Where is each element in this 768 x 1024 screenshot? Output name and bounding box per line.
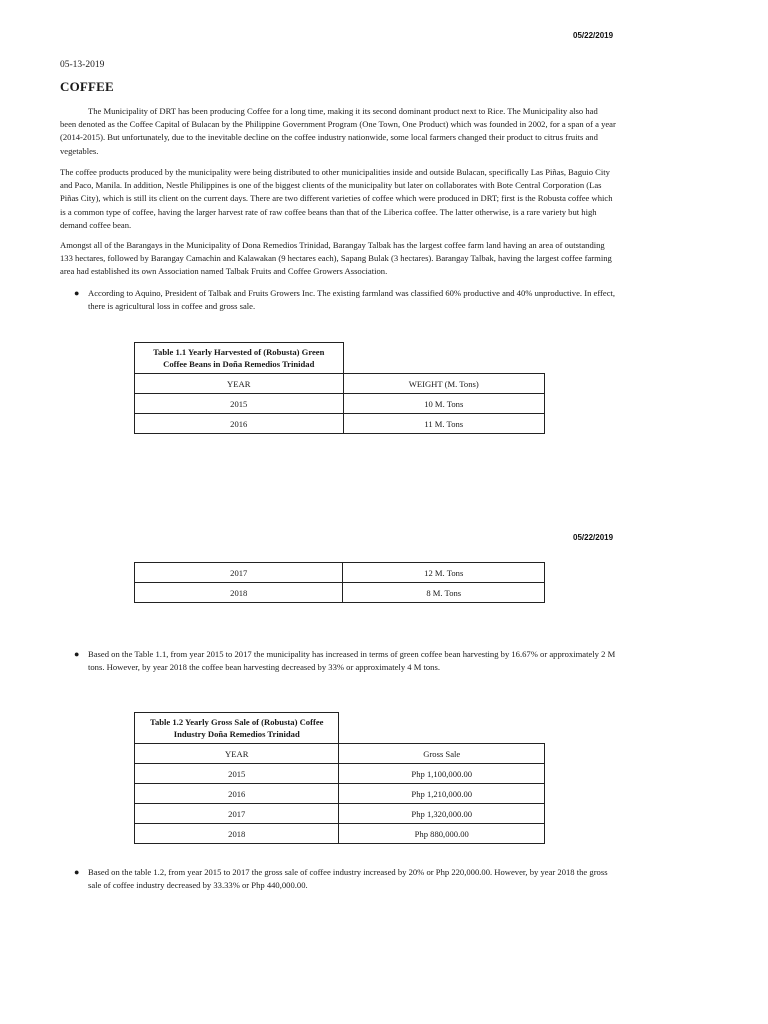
page-date-stamp: 05/22/2019 <box>573 31 614 40</box>
document-date: 05-13-2019 <box>60 60 105 70</box>
page-date-stamp: 05/22/2019 <box>573 533 614 542</box>
bullet-item <box>74 287 616 313</box>
table-gross-sale <box>134 712 545 844</box>
column-header-weight: WEIGHT (M. Tons) <box>343 374 545 394</box>
table-row <box>135 563 545 583</box>
table-row <box>135 804 545 824</box>
cell-year: 2017 <box>135 804 339 824</box>
cell-gross-sale: Php 1,320,000.00 <box>339 804 545 824</box>
table-header-row <box>135 744 545 764</box>
bullet-icon: ● <box>74 867 80 877</box>
column-header-year: YEAR <box>135 374 344 394</box>
table-row <box>135 764 545 784</box>
cell-weight: 12 M. Tons <box>343 563 545 583</box>
column-header-year: YEAR <box>135 744 339 764</box>
bullet-text: Based on the Table 1.1, from year 2015 to 2017 the municipality has increased in terms of green coffee bean harvesting by 16.67% or approximately 2 M tons. However, by year 2018 the coffee bean harvesting decreased by 33% or approximately 4 M tons. <box>88 649 616 672</box>
cell-year: 2016 <box>135 784 339 804</box>
cell-year: 2015 <box>135 394 344 414</box>
bullet-item <box>74 648 616 674</box>
bullet-text: According to Aquino, President of Talbak and Fruits Growers Inc. The existing farmland was classified 60% productive and 40% unproductive. In effect, there is agricultural loss in coffee and gross sale. <box>88 288 616 311</box>
table-harvest-part2 <box>134 562 545 603</box>
cell-weight: 11 M. Tons <box>343 414 545 434</box>
table-row <box>135 414 545 434</box>
cell-year: 2015 <box>135 764 339 784</box>
table-row <box>135 784 545 804</box>
paragraph-barangays: Amongst all of the Barangays in the Municipality of Dona Remedios Trinidad, Barangay Talbak has the largest coffee farm land having an area of outstanding 133 hectares, followed by Barangay Camachin and Kalawakan (9 hectares each), Sapang Bulak (3 hectares). Barangay Talbak, having the largest coffee farming area had established its own Association named Talbak Fruits and Coffee Growers Association. <box>60 240 612 277</box>
paragraph-distribution: The coffee products produced by the municipality were being distributed to other municipalities inside and outside Bulacan, specifically Las Piñas, Baguio City and Paco, Manila. In addition, Nestle Philippines is one of the biggest clients of the municipality but later on collaborates with Bote Central Corporation (Las Piñas City), which is still its client on the current days. There are two different varieties of coffee which were produced in DRT; first is the Robusta coffee which is a common type of coffee, having the larger harvest rate of raw coffee beans than that of the Liberica coffee. The latter otherwise, is a rare variety but high demand coffee bean. <box>60 167 613 230</box>
cell-year: 2018 <box>135 583 343 603</box>
cell-year: 2016 <box>135 414 344 434</box>
bullet-text: Based on the table 1.2, from year 2015 to 2017 the gross sale of coffee industry increased by 20% or Php 220,000.00. However, by year 2018 the gross sale of coffee industry decreased by 33.33% or Php 440,000.00. <box>88 867 608 890</box>
bullet-icon: ● <box>74 288 80 298</box>
cell-gross-sale: Php 1,210,000.00 <box>339 784 545 804</box>
paragraph-intro: The Municipality of DRT has been producing Coffee for a long time, making it its second dominant product next to Rice. The Municipality also had been denoted as the Coffee Capital of Bulacan by the Philippine Government Program (One Town, One Product) which was founded in 2002, for a span of a year (2014-2015). But unfortunately, due to the inevitable decline on the coffee industry nationwide, some local farmers changed their product to citrus fruits and vegetables. <box>60 106 616 156</box>
table-caption: Table 1.2 Yearly Gross Sale of (Robusta) Coffee Industry Doña Remedios Trinidad <box>135 713 339 744</box>
cell-year: 2018 <box>135 824 339 844</box>
table-header-row <box>135 374 545 394</box>
table-caption: Table 1.1 Yearly Harvested of (Robusta) Green Coffee Beans in Doña Remedios Trinidad <box>135 343 344 374</box>
bullet-item <box>74 866 616 892</box>
bullet-icon: ● <box>74 649 80 659</box>
cell-gross-sale: Php 880,000.00 <box>339 824 545 844</box>
cell-year: 2017 <box>135 563 343 583</box>
table-row <box>135 583 545 603</box>
table-harvest-part1 <box>134 342 545 434</box>
table-row <box>135 824 545 844</box>
section-heading: COFFEE <box>60 79 114 94</box>
cell-gross-sale: Php 1,100,000.00 <box>339 764 545 784</box>
column-header-gross-sale: Gross Sale <box>339 744 545 764</box>
table-row <box>135 394 545 414</box>
cell-weight: 8 M. Tons <box>343 583 545 603</box>
cell-weight: 10 M. Tons <box>343 394 545 414</box>
